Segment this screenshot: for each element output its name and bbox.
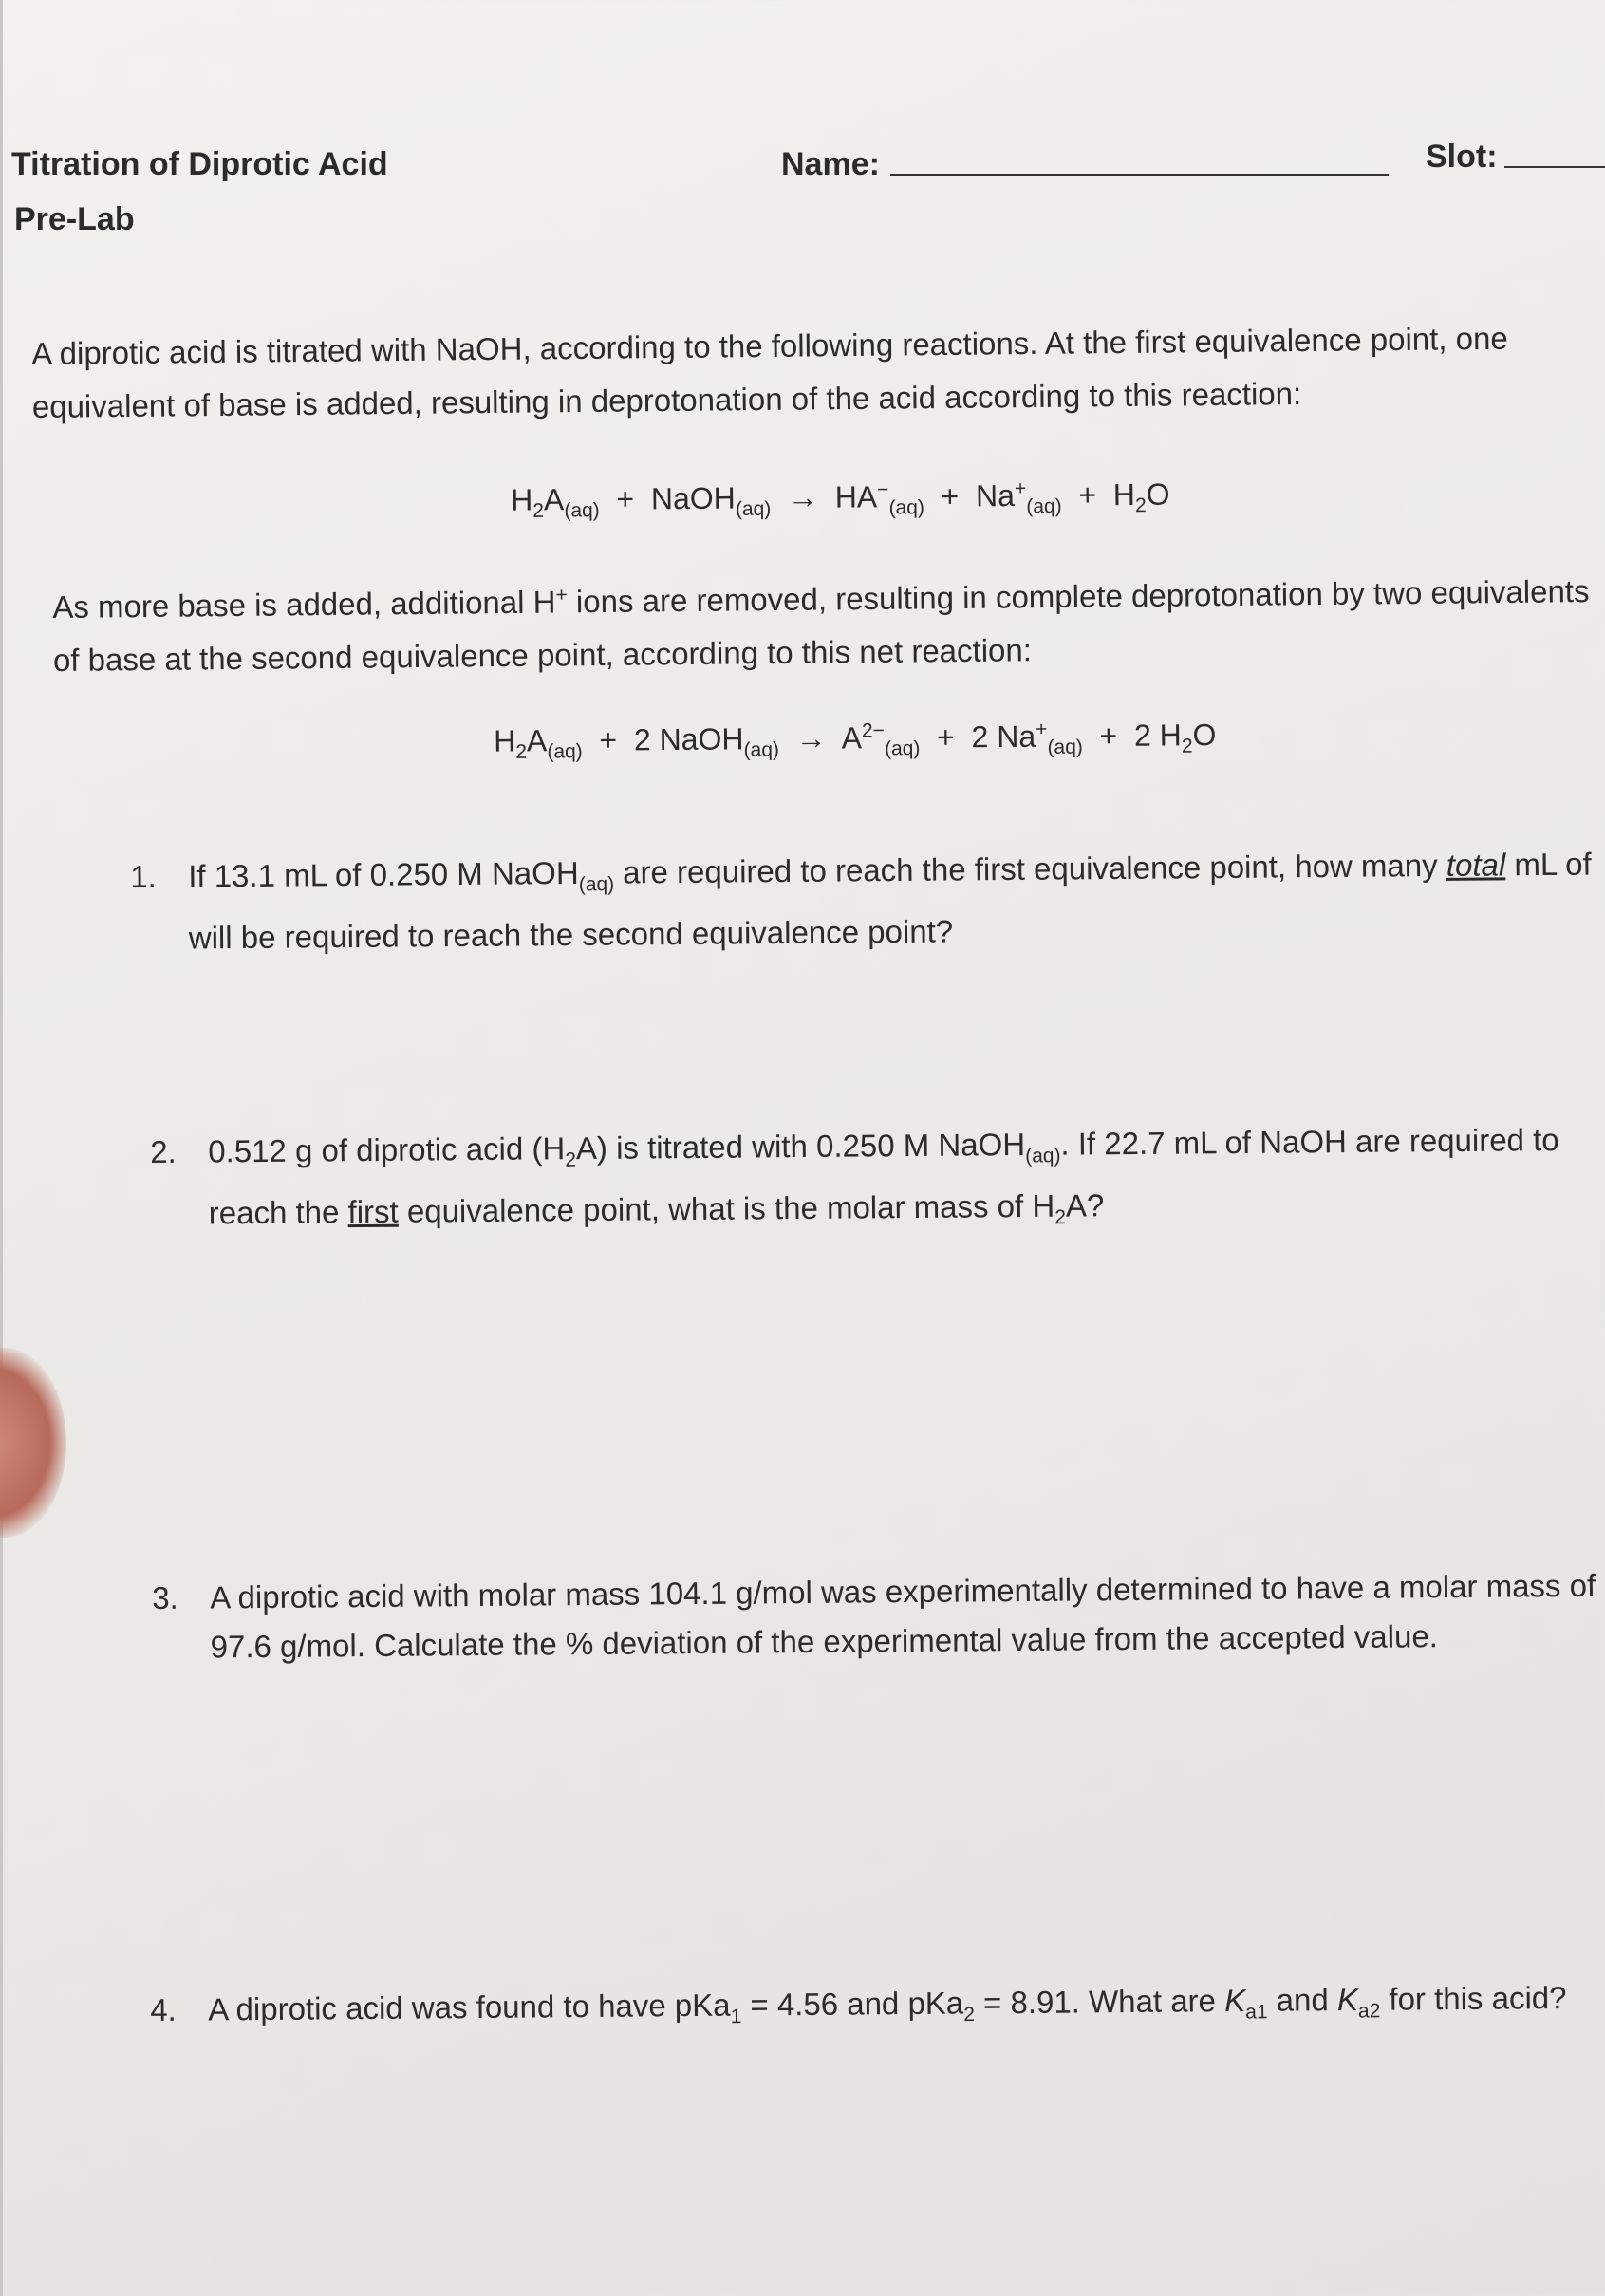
question-text: 0.512 g of diprotic acid $(H_2A)$ is titrated with 0.250 M NaOH$_{(aq)}$. If 22.7 mL of NaOH are required to reach the first equivalence point, what is the molar mass of $H_2A$? <box>208 1122 1559 1231</box>
page-edge <box>0 0 3 2296</box>
name-label: Name: <box>781 146 880 182</box>
question-number: 3. <box>152 1579 178 1615</box>
question-number: 1. <box>130 858 157 894</box>
slot-label: Slot: <box>1426 139 1498 175</box>
intro-paragraph-2: As more base is added, additional H+ ions are removed, resulting in complete deprotonation by two equivalents of base at the second equivalence point, according to this net reaction: <box>52 573 1590 678</box>
document-title: Titration of Diprotic Acid <box>11 146 388 182</box>
document-subtitle: Pre-Lab <box>14 201 135 237</box>
question-number: 2. <box>150 1133 177 1169</box>
reaction-equation-1: $H_2A_{(aq)}$ + NaOH$_{(aq)}$ → $HA^-_{(aq)} + Na^+_{(aq)} + H_2O$ <box>511 476 1170 522</box>
intro-paragraph-1: A diprotic acid is titrated with NaOH, according to the following reactions. At the first equivalence point, one equivalent of base is added, resulting in deprotonation of the acid according to this reaction: <box>31 320 1508 424</box>
question-text: A diprotic acid with molar mass 104.1 g/mol was experimentally determined to have a molar mass of 97.6 g/mol. Calculate the % deviation of the experimental value from the accepted value. <box>210 1567 1596 1665</box>
finger-shadow <box>0 1348 66 1538</box>
question-text: If 13.1 mL of 0.250 M NaOH$_{(aq)}$ are required to reach the first equivalence point, how many total mL of will be required to reach the second equivalence point? <box>188 846 1592 956</box>
question-text: A diprotic acid was found to have pKa$_1$ = 4.56 and pKa$_2$ = 8.91. What are $K_{a1}$ and $K_{a2}$ for this acid? <box>208 1979 1567 2028</box>
reaction-equation-2: $H_2A_{(aq)} + 2$ NaOH$_{(aq)}$ → $A^{2-}_{(aq)} + 2$ $Na^+_{(aq)} + 2$ $H_2O$ <box>494 718 1217 763</box>
slot-field-line[interactable] <box>1504 166 1605 168</box>
name-field-line[interactable] <box>890 174 1389 176</box>
question-number: 4. <box>150 1991 177 2027</box>
